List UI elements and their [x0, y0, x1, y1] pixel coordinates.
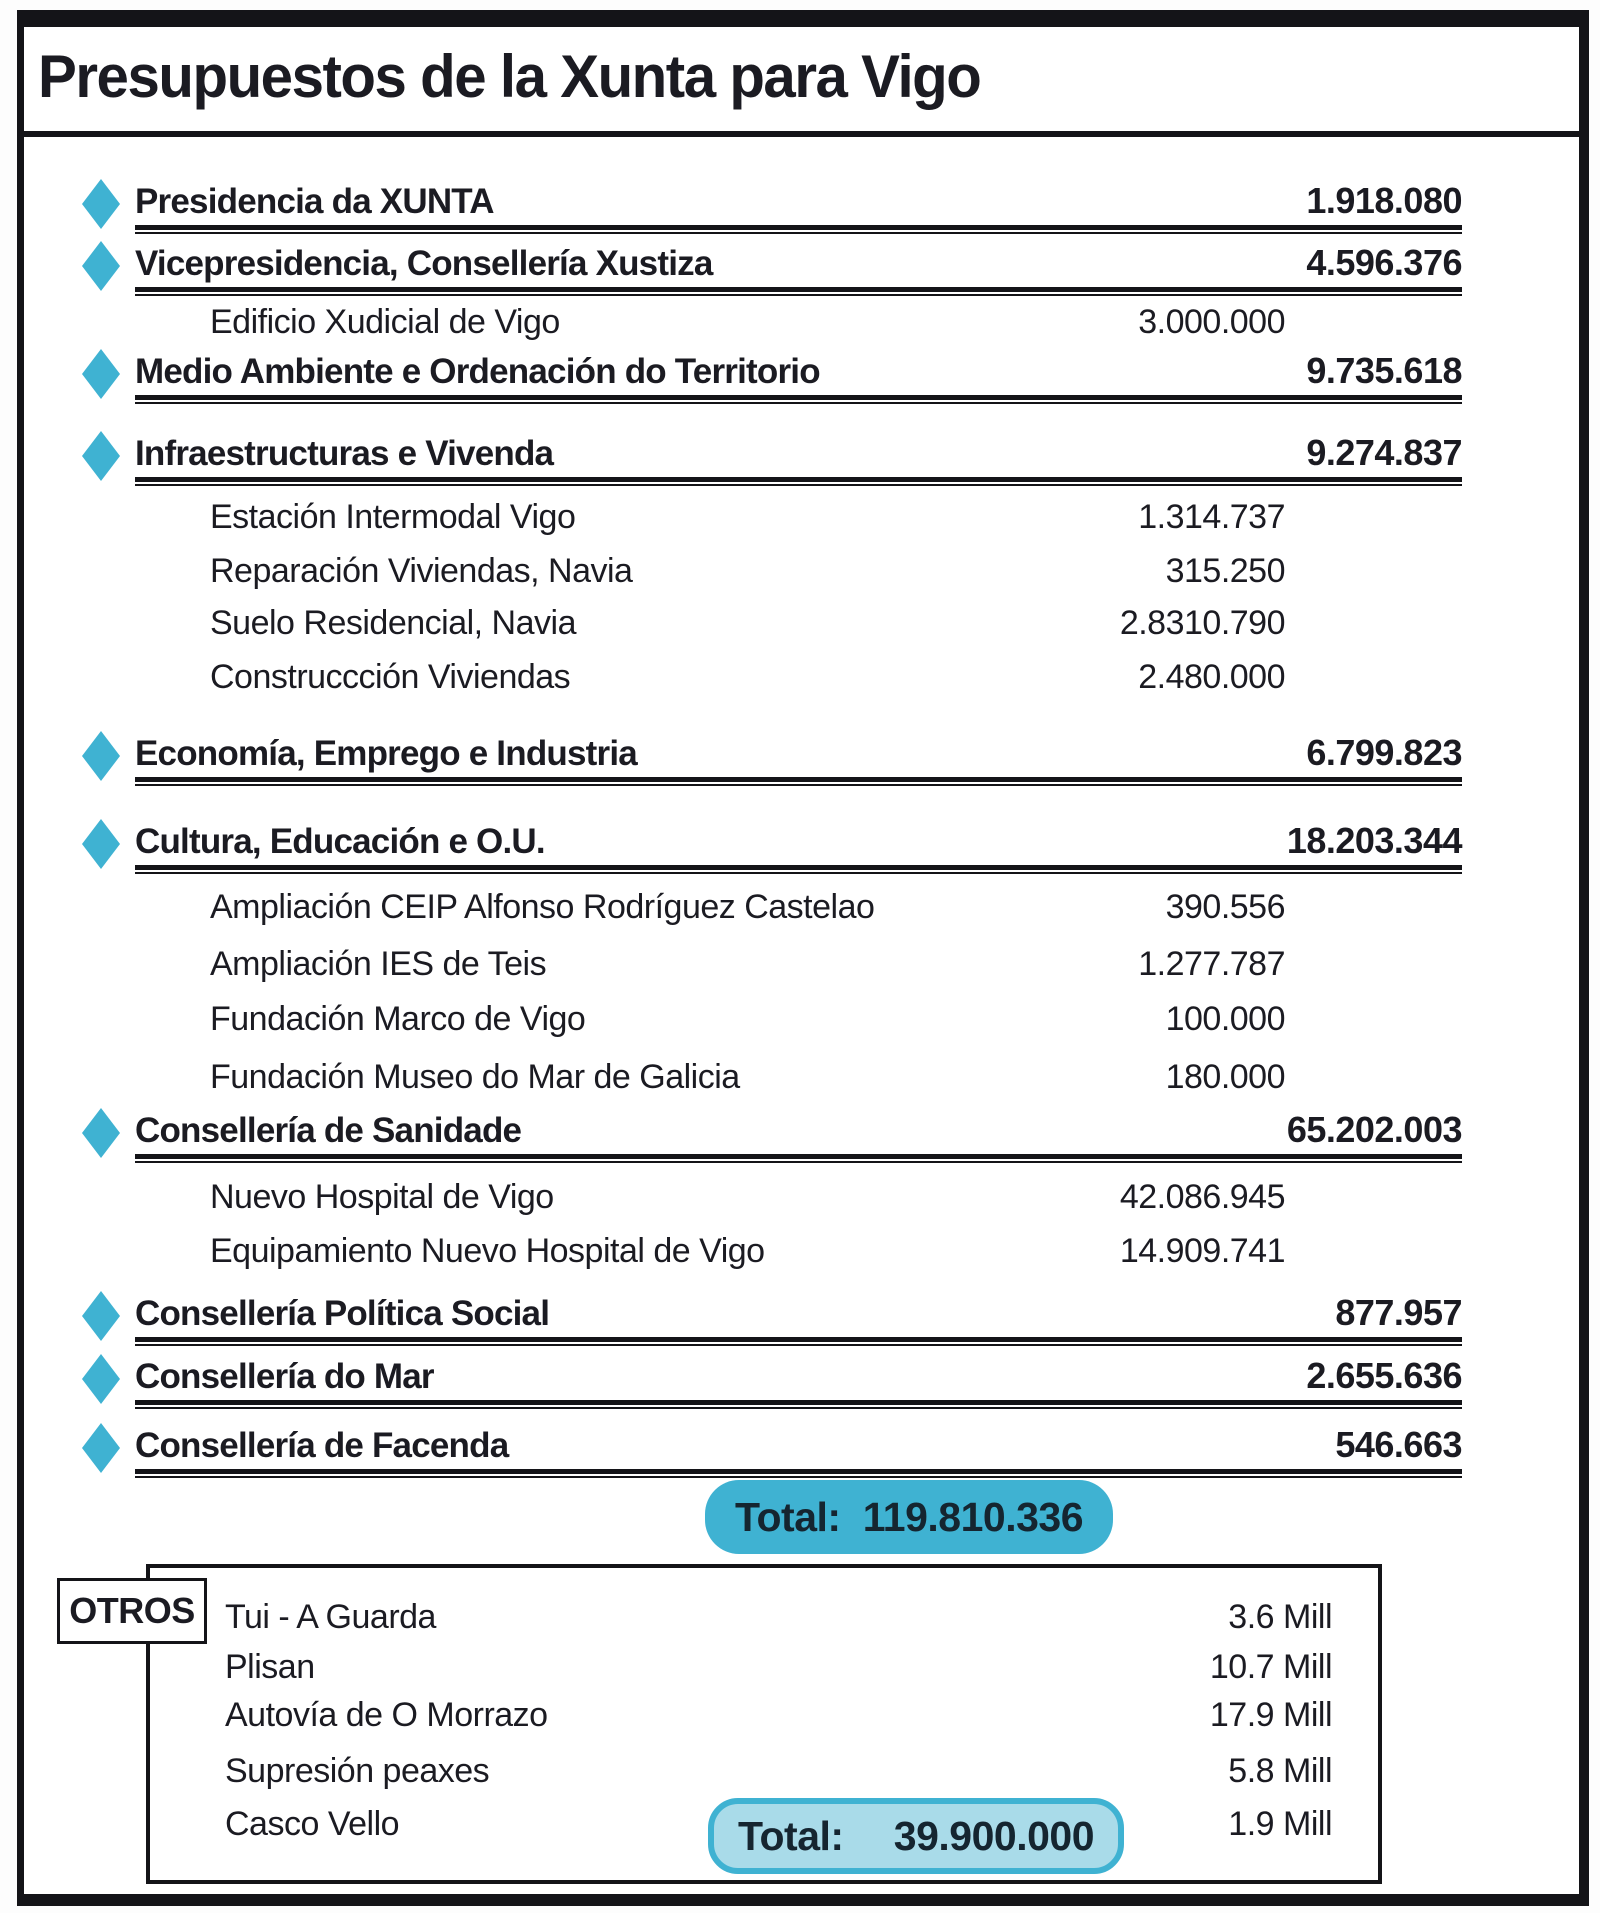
otros-item-value: 1.9 Mill [1228, 1805, 1332, 1843]
otros-item-label: Autovía de O Morrazo [225, 1696, 548, 1734]
subitem-label: Suelo Residencial, Navia [210, 604, 576, 642]
otros-item-label: Plisan [225, 1648, 315, 1686]
subitem-label: Construccción Viviendas [210, 658, 571, 696]
section-label: Consellería do Mar [135, 1357, 434, 1396]
subitem-label: Equipamiento Nuevo Hospital de Vigo [210, 1232, 765, 1270]
section-label: Consellería de Sanidade [135, 1111, 522, 1150]
budget-subitem-row [210, 604, 1285, 643]
budget-section-row [135, 1292, 1462, 1342]
otros-item-value: 5.8 Mill [1228, 1752, 1332, 1790]
otros-row [225, 1696, 1332, 1735]
subitem-label: Nuevo Hospital de Vigo [210, 1178, 554, 1216]
otros-item-label: Casco Vello [225, 1805, 400, 1843]
total-value: 119.810.336 [862, 1493, 1083, 1540]
budget-section-row [135, 820, 1462, 870]
otros-row [225, 1598, 1332, 1637]
otros-total-badge [708, 1798, 1124, 1874]
subitem-label: Reparación Viviendas, Navia [210, 552, 633, 590]
otros-item-label: Tui - A Guarda [225, 1598, 436, 1636]
section-label: Consellería de Facenda [135, 1426, 509, 1465]
section-label: Economía, Emprego e Industria [135, 734, 637, 773]
subitem-label: Estación Intermodal Vigo [210, 498, 576, 536]
subitem-value: 14.909.741 [1119, 1232, 1285, 1270]
subitem-value: 2.480.000 [1138, 658, 1285, 696]
budget-section-row [135, 350, 1462, 400]
budget-subitem-row [210, 1000, 1285, 1039]
budget-section-row [135, 242, 1462, 292]
subitem-label: Ampliación CEIP Alfonso Rodríguez Castelao [210, 888, 875, 926]
subitem-value: 180.000 [1165, 1058, 1285, 1096]
budget-section-row [135, 1424, 1462, 1474]
budget-section-row [135, 180, 1462, 230]
section-value: 2.655.636 [1306, 1355, 1462, 1396]
subitem-label: Edificio Xudicial de Vigo [210, 303, 560, 341]
budget-subitem-row [210, 945, 1285, 984]
section-value: 877.957 [1335, 1292, 1462, 1333]
budget-section-row [135, 1109, 1462, 1159]
subitem-value: 1.277.787 [1138, 945, 1285, 983]
subitem-value: 1.314.737 [1138, 498, 1285, 536]
section-value: 18.203.344 [1286, 820, 1462, 861]
otros-label-box [57, 1578, 207, 1644]
title-divider [17, 131, 1589, 137]
section-label: Presidencia da XUNTA [135, 182, 494, 221]
total-label: Total: [735, 1493, 841, 1540]
section-value: 546.663 [1335, 1424, 1462, 1465]
section-label: Vicepresidencia, Consellería Xustiza [135, 244, 713, 283]
otros-total-value: 39.900.000 [893, 1812, 1094, 1859]
subitem-value: 315.250 [1165, 552, 1285, 590]
subitem-value: 100.000 [1165, 1000, 1285, 1038]
budget-subitem-row [210, 1058, 1285, 1097]
budget-subitem-row [210, 1232, 1285, 1271]
subitem-label: Fundación Marco de Vigo [210, 1000, 586, 1038]
otros-item-value: 3.6 Mill [1228, 1598, 1332, 1636]
section-value: 65.202.003 [1286, 1109, 1462, 1150]
total-badge [705, 1480, 1113, 1554]
otros-total-label: Total: [738, 1812, 844, 1859]
section-value: 9.735.618 [1306, 350, 1462, 391]
otros-item-value: 17.9 Mill [1209, 1696, 1332, 1734]
subitem-value: 390.556 [1165, 888, 1285, 926]
section-value: 4.596.376 [1306, 242, 1462, 283]
section-label: Infraestructuras e Vivenda [135, 434, 554, 473]
section-label: Medio Ambiente e Ordenación do Territorio [135, 352, 820, 391]
subitem-value: 2.8310.790 [1119, 604, 1285, 642]
otros-row [225, 1648, 1332, 1687]
otros-label: OTROS [69, 1590, 195, 1631]
otros-row [225, 1752, 1332, 1791]
subitem-label: Fundación Museo do Mar de Galicia [210, 1058, 740, 1096]
budget-section-row [135, 432, 1462, 482]
budget-subitem-row [210, 498, 1285, 537]
budget-subitem-row [210, 888, 1285, 927]
budget-section-row [135, 1355, 1462, 1405]
otros-item-label: Supresión peaxes [225, 1752, 490, 1790]
budget-subitem-row [210, 658, 1285, 697]
section-label: Consellería Política Social [135, 1294, 550, 1333]
section-label: Cultura, Educación e O.U. [135, 822, 545, 861]
section-value: 6.799.823 [1306, 732, 1462, 773]
budget-section-row [135, 732, 1462, 782]
page-title: Presupuestos de la Xunta para Vigo [38, 43, 981, 110]
subitem-label: Ampliación IES de Teis [210, 945, 547, 983]
otros-item-value: 10.7 Mill [1209, 1648, 1332, 1686]
subitem-value: 42.086.945 [1119, 1178, 1285, 1216]
budget-subitem-row [210, 303, 1285, 342]
subitem-value: 3.000.000 [1138, 303, 1285, 341]
section-value: 9.274.837 [1306, 432, 1462, 473]
section-value: 1.918.080 [1306, 180, 1462, 221]
budget-subitem-row [210, 552, 1285, 591]
budget-subitem-row [210, 1178, 1285, 1217]
